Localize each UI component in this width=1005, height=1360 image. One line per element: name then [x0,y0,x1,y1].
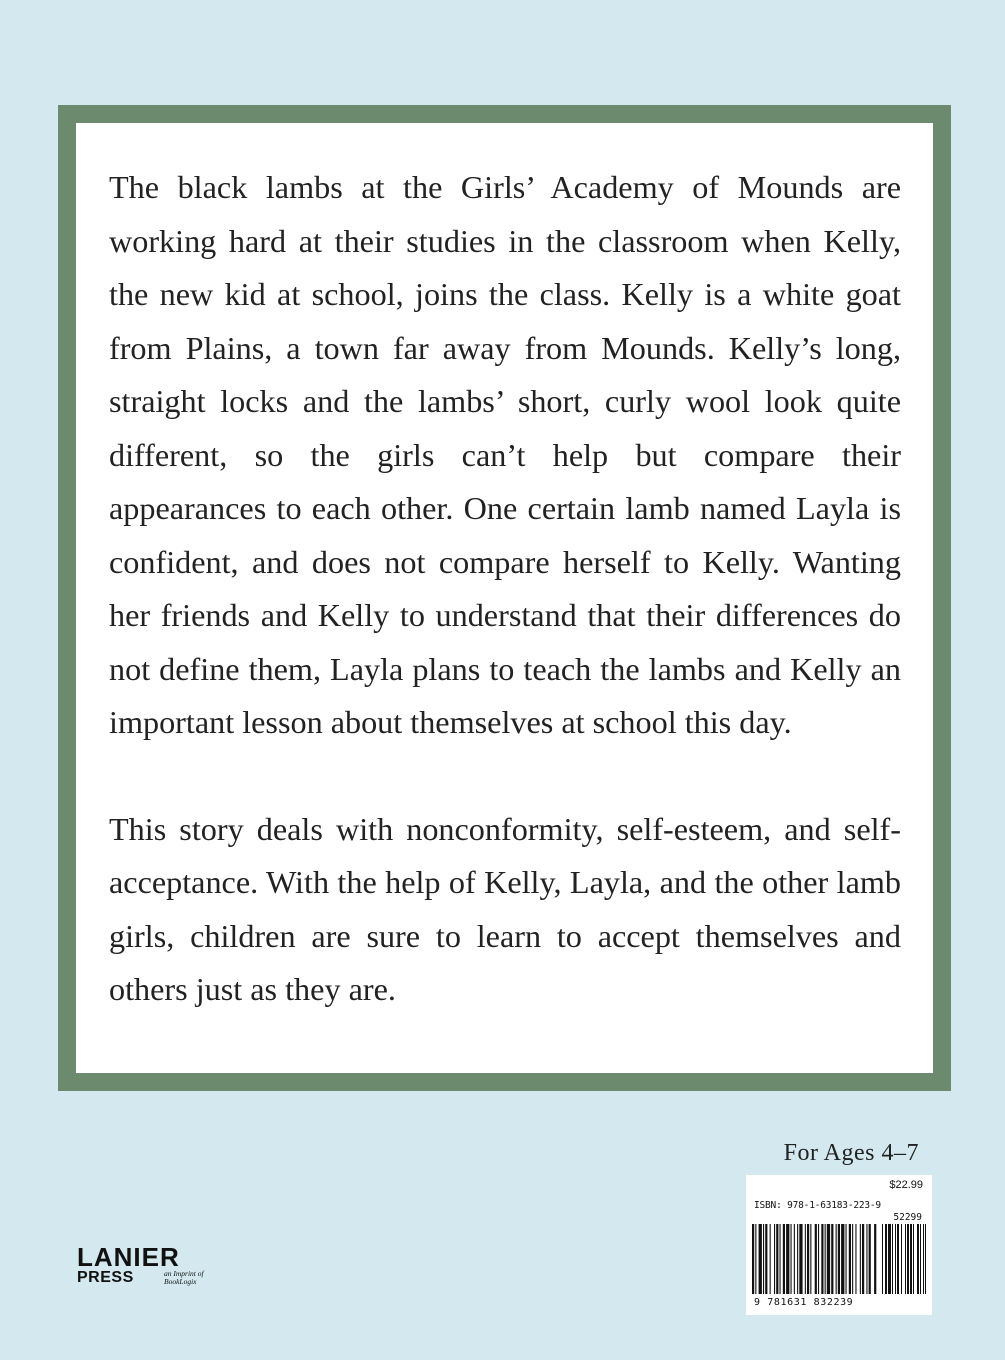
barcode-bar [765,1224,767,1294]
barcode-bar [866,1224,867,1294]
barcode-bar [874,1224,876,1294]
barcode-bar [791,1224,792,1294]
addon-bar [892,1224,893,1294]
barcode-bar [841,1224,844,1294]
description-paragraph-1: The black lambs at the Girls’ Academy of Mounds are working hard at their studies in the classroom when Kelly, the new kid at school, joins the class. Kelly is a white goat from Plains, a town far away from Mounds. Kelly’s long, straight locks and the lambs’ short, curly wool look quite different, so the girls can’t help but compare their appearances to each other. One certain lamb named Layla is confident, and does not compare herself to Kelly. Wanting her friends and Kelly to understand that their differences do not define them, Layla plans to teach the lambs and Kelly an important lesson about themselves at school this day. [109,169,901,740]
description-panel [76,123,933,1073]
barcode-bar [821,1224,823,1294]
barcode-bar [805,1224,806,1294]
addon-bar [905,1224,906,1294]
barcode-bar [797,1224,798,1294]
age-range-label: For Ages 4–7 [783,1140,919,1166]
addon-bar [885,1224,887,1294]
barcode-bar [759,1224,762,1294]
barcode-bar [860,1224,861,1294]
ean-digits: 9 781631 832239 [754,1297,854,1308]
addon-bar [888,1224,891,1294]
barcode-bar [862,1224,864,1294]
barcode-bar [752,1224,754,1294]
barcode-bar [776,1224,778,1294]
barcode-bar [794,1224,795,1294]
addon-bar [917,1224,919,1294]
barcode-bar [780,1224,781,1294]
barcode-bar [825,1224,826,1294]
barcode-bar [849,1224,851,1294]
description-frame [58,105,951,1091]
barcode-bars [752,1224,926,1294]
barcode-bar [838,1224,840,1294]
addon-bar [901,1224,902,1294]
barcode-bar [869,1224,871,1294]
addon-bar [920,1224,921,1294]
imprint-line-1: an Imprint of [164,1269,204,1278]
barcode-bar [774,1224,775,1294]
isbn-label: ISBN: 978-1-63183-223-9 [754,1200,881,1211]
addon-bar [913,1224,914,1294]
addon-bar [923,1224,924,1294]
barcode-bar [755,1224,756,1294]
barcode-bar [770,1224,771,1294]
addon-bar [910,1224,912,1294]
description-paragraph-2: This story deals with nonconformity, self-esteem, and self-acceptance. With the help of Kelly, Layla, and the other lamb girls, children are sure to learn to accept themselves and others just as they are. [109,810,901,1007]
publisher-logo [77,1242,237,1295]
publisher-imprint [164,1270,204,1286]
publisher-name-line-1: LANIER [77,1242,180,1272]
barcode-bar [827,1224,830,1294]
barcode-bar [852,1224,853,1294]
addon-bar [882,1224,883,1294]
barcode-bar [786,1224,789,1294]
barcode-bar [836,1224,837,1294]
isbn-barcode [746,1175,932,1315]
barcode-bar [831,1224,833,1294]
addon-bar [895,1224,896,1294]
barcode-bar [810,1224,811,1294]
publisher-name-line-2: PRESS [77,1269,134,1286]
barcode-bar [855,1224,856,1294]
price-label: $22.99 [889,1179,923,1191]
barcode-bar [815,1224,817,1294]
barcode-bar [763,1224,764,1294]
barcode-bar [807,1224,809,1294]
barcode-bar [799,1224,802,1294]
barcode-bar [846,1224,847,1294]
addon-bar [897,1224,899,1294]
addon-bar [925,1224,926,1294]
price-addon-code: 52299 [893,1212,922,1223]
addon-bar [907,1224,909,1294]
barcode-bar [818,1224,819,1294]
imprint-line-2: BookLogix [164,1277,197,1286]
barcode-bar [783,1224,785,1294]
